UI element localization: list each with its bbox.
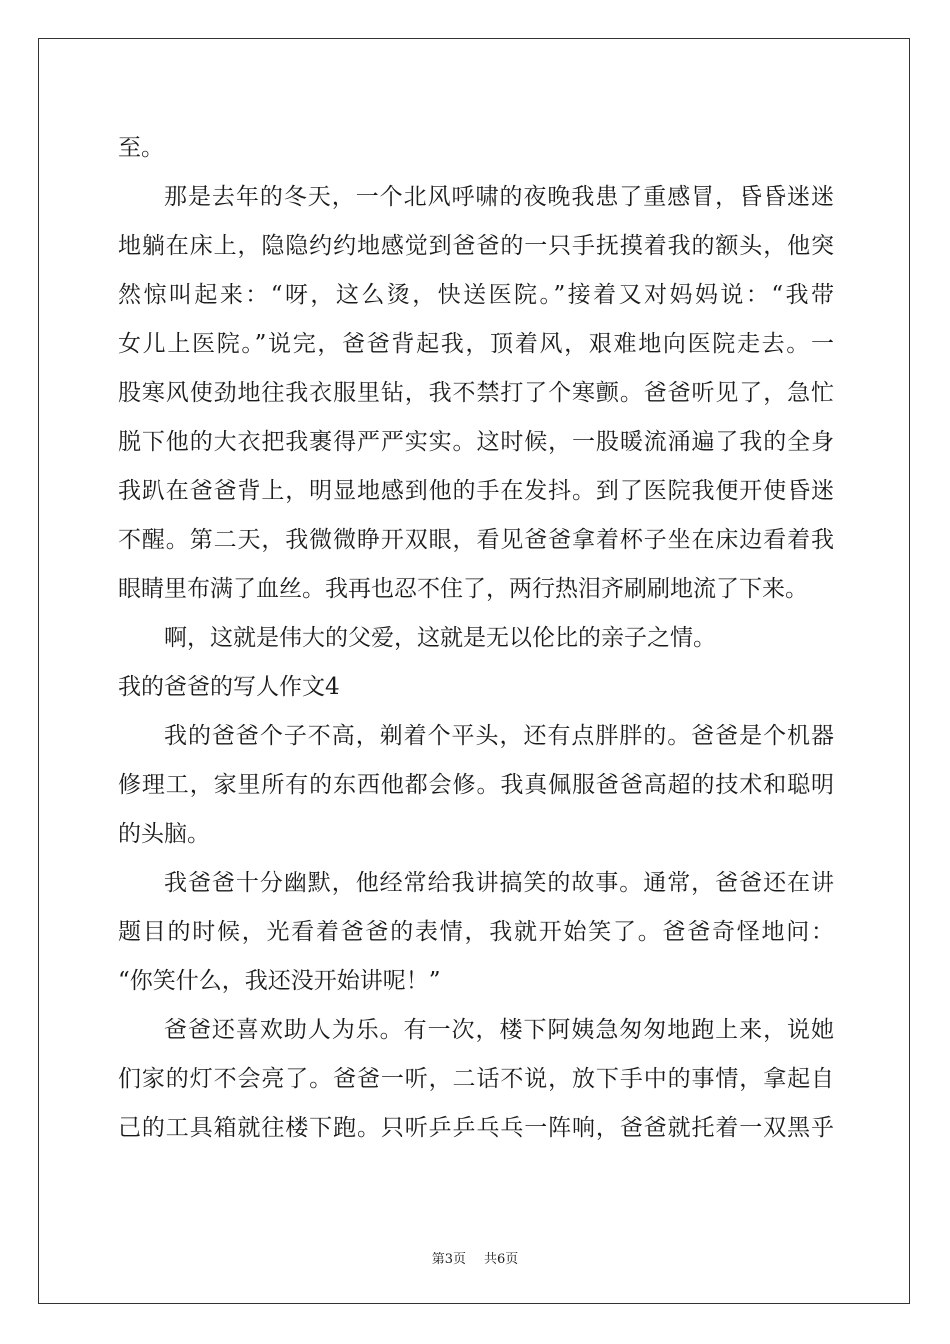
document-body: [118, 124, 834, 1153]
text-line: 爸爸还喜欢助人为乐。有一次，楼下阿姨急匆匆地跑上来，说她: [164, 1017, 834, 1043]
text-line: 眼睛里布满了血丝。我再也忍不住了，两行热泪齐刷刷地流了下来。: [118, 576, 808, 602]
text-line: “你笑什么，我还没开始讲呢！”: [118, 968, 441, 994]
text-line: 己的工具箱就往楼下跑。只听乒乒乓乓一阵响，爸爸就托着一双黑乎: [118, 1115, 834, 1141]
text-line: 女儿上医院。”说完，爸爸背起我，顶着风，艰难地向医院走去。一: [118, 331, 834, 357]
text-line: 的头脑。: [118, 821, 210, 847]
text-line: 我的爸爸个子不高，剃着个平头，还有点胖胖的。爸爸是个机器: [164, 723, 834, 749]
page-footer: [0, 1248, 950, 1267]
text-line: 我趴在爸爸背上，明显地感到他的手在发抖。到了医院我便开使昏迷: [118, 478, 834, 504]
text-line: 题目的时候，光看着爸爸的表情，我就开始笑了。爸爸奇怪地问：: [118, 919, 834, 945]
section-heading: 我的爸爸的写人作文4: [118, 674, 340, 700]
text-line: 地躺在床上，隐隐约约地感觉到爸爸的一只手抚摸着我的额头，他突: [118, 233, 834, 259]
page-total: 共6页: [484, 1252, 519, 1267]
text-line: 脱下他的大衣把我裹得严严实实。这时候，一股暖流涌遍了我的全身: [118, 429, 834, 455]
text-line: 修理工，家里所有的东西他都会修。我真佩服爸爸高超的技术和聪明: [118, 772, 834, 798]
text-line: 至。: [118, 135, 164, 161]
text-line: 那是去年的冬天，一个北风呼啸的夜晚我患了重感冒，昏昏迷迷: [164, 184, 834, 210]
text-line: 股寒风使劲地往我衣服里钻，我不禁打了个寒颤。爸爸听见了，急忙: [118, 380, 834, 406]
text-line: 我爸爸十分幽默，他经常给我讲搞笑的故事。通常，爸爸还在讲: [164, 870, 834, 896]
text-line: 不醒。第二天，我微微睁开双眼，看见爸爸拿着杯子坐在床边看着我: [118, 527, 834, 553]
text-line: 啊，这就是伟大的父爱，这就是无以伦比的亲子之情。: [164, 625, 716, 651]
text-line: 然惊叫起来：“呀，这么烫，快送医院。”接着又对妈妈说：“我带: [118, 282, 834, 308]
text-line: 们家的灯不会亮了。爸爸一听，二话不说，放下手中的事情，拿起自: [118, 1066, 834, 1092]
page-number: 第3页: [431, 1252, 466, 1267]
